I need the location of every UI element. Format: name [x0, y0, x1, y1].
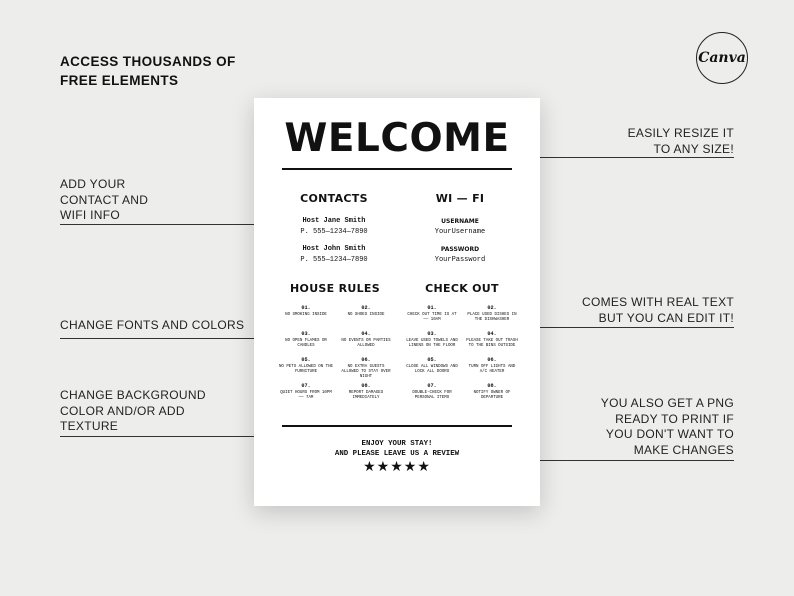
- checkout-item: [404, 306, 460, 332]
- rule-text: NO OPEN FLAMES OR CANDLES: [285, 339, 327, 348]
- note-line: READY TO PRINT IF: [615, 411, 734, 426]
- password-value: YourPassword: [434, 256, 486, 264]
- checkout-num: 02.: [487, 305, 497, 311]
- checkout-list: [404, 306, 520, 410]
- rule-item: [278, 332, 334, 358]
- note-line: COMES WITH REAL TEXT: [581, 295, 734, 309]
- note-resize: [628, 126, 734, 157]
- note-line: TO ANY SIZE!: [653, 141, 734, 156]
- checkout-item: [464, 332, 520, 358]
- note-line: CHANGE FONTS AND COLORS: [60, 318, 245, 332]
- checkout-num: 04.: [487, 331, 497, 337]
- note-line: YOU DON'T WANT TO: [605, 427, 734, 441]
- note-line: YOU ALSO GET A PNG: [600, 396, 734, 410]
- pointer-line: [512, 460, 734, 461]
- rule-item: [338, 332, 394, 358]
- rule-num: 04.: [361, 331, 371, 337]
- contact-jane: [274, 216, 394, 238]
- checkout-item: [404, 332, 460, 358]
- checkout-num: 08.: [487, 383, 497, 389]
- house-rules-list: [278, 306, 394, 410]
- note-line: TEXTURE: [60, 419, 119, 433]
- note-line: MAKE CHANGES: [633, 442, 734, 457]
- note-line: CHANGE BACKGROUND: [60, 388, 206, 402]
- note-background: [60, 388, 206, 435]
- sheet-title: WELCOME: [284, 116, 510, 161]
- rule-text: REPORT DAMAGES IMMEDIATELY: [348, 391, 384, 400]
- contact-phone: P. 555—1234—7890: [300, 228, 368, 236]
- pointer-line: [60, 224, 268, 225]
- checkout-num: 07.: [427, 383, 437, 389]
- contact-name: Host John Smith: [302, 245, 366, 253]
- note-line: BUT YOU CAN EDIT IT!: [598, 310, 734, 325]
- checkout-num: 01.: [427, 305, 437, 311]
- wifi-username: [400, 216, 520, 238]
- pointer-line: [528, 157, 734, 158]
- checkout-item: [464, 358, 520, 384]
- note-line: COLOR AND/OR ADD: [60, 403, 185, 418]
- rule-item: [338, 306, 394, 332]
- footer-divider: [282, 425, 512, 427]
- rule-num: 03.: [301, 331, 311, 337]
- contacts-heading: CONTACTS: [300, 192, 368, 205]
- rule-num: 06.: [361, 357, 371, 363]
- wifi-heading: WI — FI: [435, 192, 485, 205]
- title-divider: [282, 168, 512, 170]
- checkout-num: 03.: [427, 331, 437, 337]
- checkout-text: CHECK OUT TIME IS AT —— 10AM: [407, 313, 457, 322]
- contact-john: [274, 244, 394, 266]
- rule-num: 07.: [301, 383, 311, 389]
- checkout-item: [464, 384, 520, 410]
- wifi-password: [400, 244, 520, 266]
- note-fonts-colors: [60, 318, 244, 334]
- rule-item: [338, 358, 394, 384]
- headline: [60, 52, 236, 90]
- rule-item: [278, 306, 334, 332]
- pointer-line: [60, 436, 268, 437]
- checkout-text: LEAVE USED TOWELS AND LINENS ON THE FLOOR: [406, 339, 458, 348]
- rule-text: QUIET HOURS FROM 10PM —— 7AM: [280, 391, 332, 400]
- username-value: YourUsername: [434, 228, 486, 236]
- username-label: USERNAME: [441, 218, 479, 225]
- rule-text: NO EVENTS OR PARTIES ALLOWED: [341, 339, 391, 348]
- canva-logo: Canva: [696, 32, 748, 84]
- note-line: ADD YOUR: [60, 177, 126, 191]
- rule-text: NO PETS ALLOWED ON THE FURNITURE: [278, 365, 334, 374]
- footer-line: ENJOY YOUR STAY!: [361, 440, 433, 448]
- footer-message: [254, 439, 540, 459]
- rule-text: NO SMOKING INSIDE: [285, 313, 327, 317]
- note-line: WIFI INFO: [60, 208, 121, 222]
- checkout-num: 05.: [427, 357, 437, 363]
- headline-line: ACCESS THOUSANDS OF: [60, 54, 236, 69]
- welcome-sheet: [254, 98, 540, 506]
- note-contact-wifi: [60, 177, 148, 224]
- password-label: PASSWORD: [440, 246, 480, 253]
- note-png: [601, 396, 734, 458]
- note-line: CONTACT AND: [60, 192, 149, 207]
- rule-text: NO SHOES INSIDE: [347, 313, 385, 317]
- pointer-line: [60, 338, 268, 339]
- rule-num: 02.: [361, 305, 371, 311]
- house-rules-heading: HOUSE RULES: [290, 282, 380, 295]
- checkout-text: NOTIFY OWNER OF DEPARTURE: [473, 391, 511, 400]
- checkout-text: PLEASE TAKE OUT TRASH TO THE BINS OUTSIDE: [466, 339, 518, 348]
- star-rating-icon: ★★★★★: [363, 458, 431, 474]
- rule-num: 05.: [301, 357, 311, 363]
- rule-num: 08.: [361, 383, 371, 389]
- checkout-item: [404, 358, 460, 384]
- rule-text: NO EXTRA GUESTS ALLOWED TO STAY OVER NIGHT: [341, 365, 391, 379]
- checkout-text: CLOSE ALL WINDOWS AND LOCK ALL DOORS: [406, 365, 458, 374]
- checkout-text: PLACE USED DISHES IN THE DISHWASHER: [467, 313, 517, 322]
- checkout-heading: CHECK OUT: [425, 282, 499, 295]
- rule-item: [278, 384, 334, 410]
- note-line: EASILY RESIZE IT: [627, 126, 734, 140]
- contact-name: Host Jane Smith: [302, 217, 366, 225]
- pointer-line: [512, 327, 734, 328]
- rule-item: [278, 358, 334, 384]
- rule-item: [338, 384, 394, 410]
- checkout-item: [464, 306, 520, 332]
- note-real-text: [582, 295, 734, 326]
- footer-line: AND PLEASE LEAVE US A REVIEW: [334, 450, 460, 458]
- headline-line: FREE ELEMENTS: [60, 73, 179, 88]
- checkout-text: TURN OFF LIGHTS AND A/C HEATER: [468, 365, 516, 374]
- checkout-text: DOUBLE-CHECK FOR PERSONAL ITEMS: [412, 391, 452, 400]
- rule-num: 01.: [301, 305, 311, 311]
- contact-phone: P. 555—1234—7890: [300, 256, 368, 264]
- checkout-item: [404, 384, 460, 410]
- checkout-num: 06.: [487, 357, 497, 363]
